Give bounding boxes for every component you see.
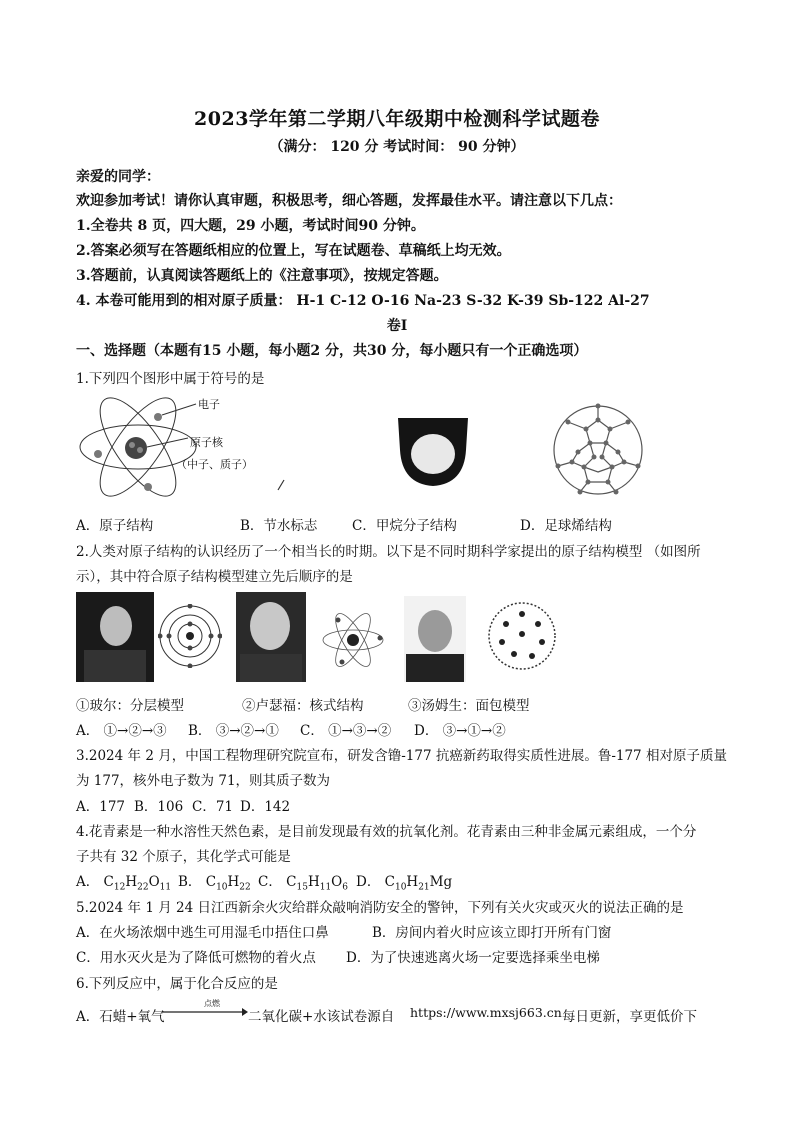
rutherford-portrait bbox=[236, 592, 306, 682]
page-title: 2023学年第二学期八年级期中检测科学试题卷 bbox=[194, 108, 600, 130]
q1-option-b[interactable]: B．节水标志 bbox=[240, 518, 318, 534]
q4-stem-line2: 子共有 32 个原子，其化学式可能是 bbox=[76, 849, 291, 865]
q6-option-a-right[interactable]: 二氧化碳+水该试卷源自 bbox=[248, 1009, 395, 1025]
q5-stem: 5.2024 年 1 月 24 日江西新余火灾给群众敲响消防安全的警钟，下列有关火灾或灭火的说法正确的是 bbox=[76, 900, 684, 916]
q2-caption-bohr: ①玻尔：分层模型 bbox=[76, 698, 184, 714]
thomson-model-figure bbox=[486, 600, 558, 672]
q4-option-a[interactable] bbox=[76, 870, 171, 893]
q6-arrow-label: 点燃 bbox=[204, 999, 220, 1008]
source-link[interactable]: https://www.mxsj663.cn bbox=[410, 1005, 562, 1020]
q4-option-c-letter: C． bbox=[258, 874, 282, 890]
atom-structure-figure bbox=[78, 392, 278, 502]
reaction-arrow-icon bbox=[162, 1006, 248, 1018]
note-4: 4. 本卷可能用到的相对原子质量： H-1 C-12 O-16 Na-23 S-32 K-39 Sb-122 Al-27 bbox=[76, 293, 650, 309]
q3-stem-line2: 为 177，核外电子数为 71，则其质子数为 bbox=[76, 773, 331, 789]
q2-stem-line1: 2.人类对原子结构的认识经历了一个相当长的时期。以下是不同时期科学家提出的原子结构模型 （如图所 bbox=[76, 544, 701, 560]
q4-stem-line1: 4.花青素是一种水溶性天然色素，是目前发现最有效的抗氧化剂。花青素由三种非金属元素组成，一个分 bbox=[76, 824, 697, 840]
q1-option-a[interactable]: A．原子结构 bbox=[76, 518, 154, 534]
q2-option-d[interactable]: D． ③→①→② bbox=[414, 723, 506, 739]
greeting: 亲爱的同学： bbox=[76, 169, 160, 185]
q6-stem: 6.下列反应中，属于化合反应的是 bbox=[76, 976, 278, 992]
q5-option-c[interactable]: C．用水灭火是为了降低可燃物的着火点 bbox=[76, 950, 316, 966]
buckyball-figure bbox=[548, 400, 648, 500]
q5-option-b[interactable]: B．房间内着火时应该立即打开所有门窗 bbox=[372, 925, 612, 941]
q2-stem-line2: 示），其中符合原子结构模型建立先后顺序的是 bbox=[76, 569, 353, 585]
q4-option-b[interactable] bbox=[178, 870, 251, 893]
note-1: 1.全卷共 8 页，四大题，29 小题，考试时间90 分钟。 bbox=[76, 218, 425, 234]
q3-option-c[interactable]: C．71 bbox=[192, 799, 234, 815]
q4-option-c[interactable] bbox=[258, 870, 348, 893]
page-subtitle: （满分： 120 分 考试时间： 90 分钟） bbox=[269, 139, 525, 155]
q4-option-d[interactable] bbox=[356, 870, 452, 893]
bohr-portrait bbox=[76, 592, 154, 682]
tick-mark bbox=[276, 478, 286, 492]
source-tail-text: 每日更新，享更低价下 bbox=[562, 1009, 697, 1025]
q4-option-a-letter: A． bbox=[76, 874, 100, 890]
q4-option-d-letter: D． bbox=[356, 874, 381, 890]
thomson-portrait bbox=[404, 596, 466, 682]
q5-option-d[interactable]: D．为了快速逃离火场一定要选择乘坐电梯 bbox=[346, 950, 600, 966]
electron-label: 电子 bbox=[198, 398, 220, 411]
bohr-model-figure bbox=[158, 604, 222, 668]
intro-note: 欢迎参加考试！请你认真审题，积极思考，细心答题，发挥最佳水平。请注意以下几点： bbox=[76, 193, 622, 209]
q4-option-d-formula: $C_{10}H_{21}Mg$ bbox=[384, 874, 453, 893]
section-heading: 一、选择题（本题有15 小题，每小题2 分，共30 分，每小题只有一个正确选项） bbox=[76, 343, 588, 359]
q1-option-c[interactable]: C．甲烷分子结构 bbox=[352, 518, 457, 534]
q2-option-c[interactable]: C． ①→③→② bbox=[300, 723, 392, 739]
q6-option-a-left[interactable]: A．石蜡+氧气 bbox=[76, 1009, 165, 1025]
q2-caption-thomson: ③汤姆生：面包模型 bbox=[408, 698, 530, 714]
note-2: 2.答案必须写在答题纸相应的位置上，写在试题卷、草稿纸上均无效。 bbox=[76, 243, 511, 259]
q3-option-d[interactable]: D．142 bbox=[240, 799, 291, 815]
q2-caption-rutherford: ②卢瑟福：核式结构 bbox=[242, 698, 364, 714]
q2-option-a[interactable]: A． ①→②→③ bbox=[76, 723, 167, 739]
q4-option-b-letter: B． bbox=[178, 874, 202, 890]
rutherford-model-figure bbox=[318, 610, 388, 670]
water-saving-logo-icon bbox=[392, 410, 474, 490]
q3-option-a[interactable]: A．177 bbox=[76, 799, 126, 815]
q1-stem: 1.下列四个图形中属于符号的是 bbox=[76, 371, 265, 387]
note-3: 3.答题前，认真阅读答题纸上的《注意事项》，按规定答题。 bbox=[76, 268, 448, 284]
nucleus-label: 原子核 bbox=[190, 436, 223, 449]
q3-option-b[interactable]: B．106 bbox=[134, 799, 184, 815]
q4-option-c-formula: $C_{15}H_{11}O_6$ bbox=[286, 874, 348, 893]
q4-option-a-formula: $C_{12}H_{22}O_{11}$ bbox=[103, 874, 172, 893]
volume-label: 卷Ⅰ bbox=[386, 318, 408, 334]
q1-option-d[interactable]: D．足球烯结构 bbox=[520, 518, 612, 534]
q5-option-a[interactable]: A．在火场浓烟中逃生可用湿毛巾捂住口鼻 bbox=[76, 925, 329, 941]
q3-stem-line1: 3.2024 年 2 月，中国工程物理研究院宣布，研发含镥-177 抗癌新药取得实质性进展。鲁-177 相对原子质量 bbox=[76, 748, 727, 764]
particles-label: （中子、质子） bbox=[176, 458, 253, 471]
q2-option-b[interactable]: B． ③→②→① bbox=[188, 723, 279, 739]
q4-option-b-formula: $C_{10}H_{22}$ bbox=[205, 874, 251, 893]
